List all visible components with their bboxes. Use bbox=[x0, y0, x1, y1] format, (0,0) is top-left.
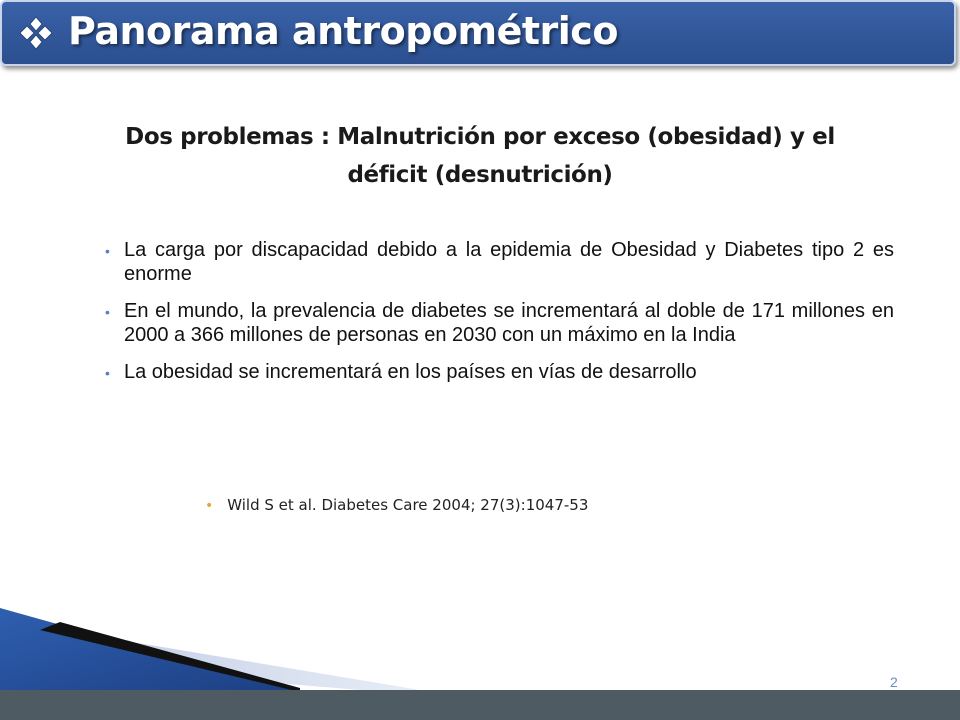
footer-bar bbox=[0, 690, 960, 720]
bullet-item bbox=[104, 238, 894, 286]
title-bar bbox=[0, 0, 956, 66]
citation bbox=[205, 496, 588, 514]
diamond-bullet-icon bbox=[18, 15, 54, 51]
slide-title: Panorama antropométrico bbox=[68, 9, 618, 53]
bullet-text: En el mundo, la prevalencia de diabetes se incrementará al doble de 171 millones en 2000 a 366 millones de personas en 2030 con un máximo en la India bbox=[124, 300, 894, 346]
footer-decoration bbox=[0, 600, 960, 720]
bullet-text: La obesidad se incrementará en los países en vías de desarrollo bbox=[124, 361, 697, 383]
citation-text: Wild S et al. Diabetes Care 2004; 27(3):1047-53 bbox=[227, 496, 589, 514]
page-number: 2 bbox=[890, 674, 898, 690]
slide-subtitle bbox=[90, 118, 870, 194]
bullet-item bbox=[104, 299, 894, 347]
bullet-list bbox=[104, 238, 894, 397]
citation-bullet-icon: • bbox=[205, 498, 214, 514]
subtitle-line-2: déficit (desnutrición) bbox=[347, 162, 613, 188]
bullet-dot-icon: • bbox=[105, 365, 110, 381]
bullet-item bbox=[104, 360, 894, 384]
bullet-dot-icon: • bbox=[105, 243, 110, 259]
bullet-text: La carga por discapacidad debido a la epidemia de Obesidad y Diabetes tipo 2 es enorme bbox=[124, 239, 894, 285]
bullet-dot-icon: • bbox=[105, 304, 110, 320]
subtitle-line-1: Dos problemas : Malnutrición por exceso (obesidad) y el bbox=[125, 124, 835, 150]
